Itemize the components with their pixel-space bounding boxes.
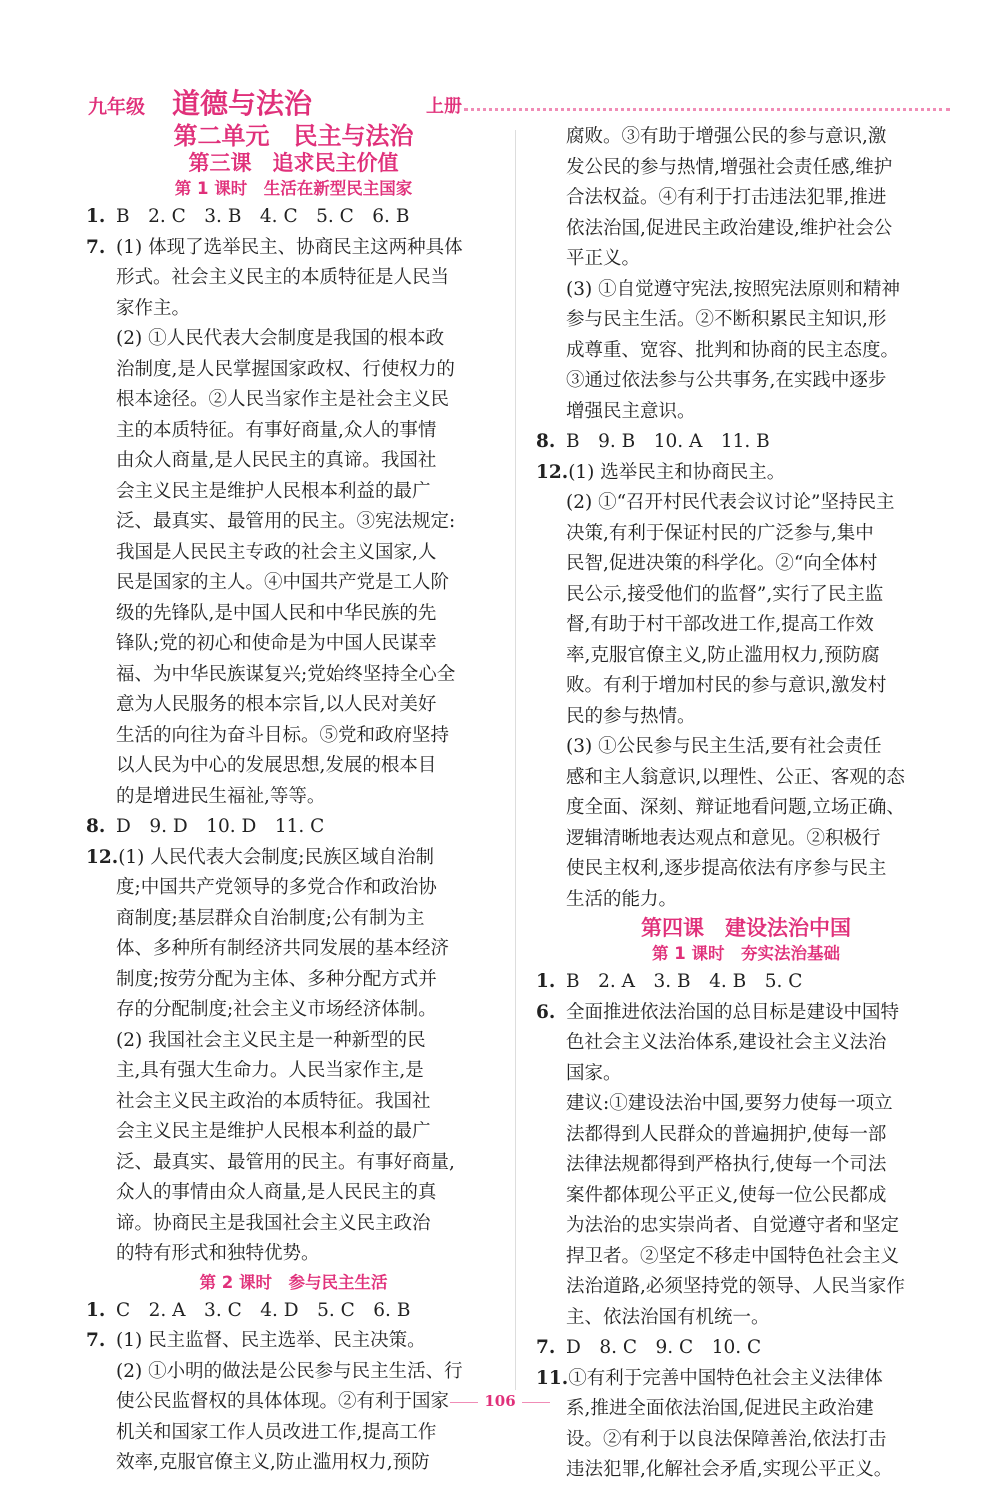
- question-number: 7.: [86, 236, 106, 258]
- answer-text: (3) ①自觉遵守宪法,按照宪法原则和精神: [566, 278, 900, 300]
- answer-line: [536, 967, 956, 998]
- answer-text: 发公民的参与热情,增强社会责任感,维护: [566, 156, 893, 178]
- answer-text: 根本途径。②人民当家作主是社会主义民: [116, 389, 450, 410]
- grade-label: 九年级: [88, 96, 146, 118]
- answer-text: 民是国家的主人。④中国共产党是工人阶: [116, 572, 450, 593]
- answer-text: 体、多种所有制经济共同发展的基本经济: [116, 938, 450, 959]
- section-title: 第 2 课时 参与民主生活: [199, 1272, 388, 1292]
- answer-text: (3) ①公民参与民主生活,要有社会责任: [566, 736, 882, 757]
- answer-text: 主、依法治国有机统一。: [566, 1306, 770, 1328]
- answer-text: 腐败。③有助于增强公民的参与意识,激: [566, 126, 887, 147]
- answer-text: 使公民监督权的具体体现。②有利于国家: [116, 1391, 450, 1412]
- answer-text: 率,克服官僚主义,防止滥用权力,预防腐: [566, 644, 880, 666]
- answer-text: 全面推进依法治国的总目标是建设中国特: [566, 1001, 900, 1023]
- section-title: 第 1 课时 生活在新型民主国家: [174, 179, 413, 198]
- answer-text: 参与民主生活。②不断积累民主知识,形: [566, 309, 887, 330]
- answer-text: 泛、最真实、最管用的民主。有事好商量,: [116, 1151, 455, 1173]
- answer-text: 法治道路,必须坚持党的领导、人民当家作: [566, 1276, 905, 1297]
- answer-text: 民公示,接受他们的监督”,实行了民主监: [566, 583, 884, 605]
- answer-text: B 2. A 3. B 4. B 5. C: [566, 971, 803, 992]
- question-number: 8.: [536, 431, 556, 452]
- answer-text: 的特有形式和独特优势。: [116, 1243, 320, 1264]
- answer-text: 商制度;基层群众自治制度;公有制为主: [116, 907, 425, 929]
- unit-title: 第二单元 民主与法治: [173, 122, 414, 150]
- volume-label: 上册: [426, 96, 462, 117]
- answer-text: 由众人商量,是人民民主的真谛。我国社: [116, 450, 437, 471]
- question-number: 12.: [536, 461, 569, 483]
- answer-text: 主,具有强大生命力。人民当家作主,是: [116, 1060, 424, 1081]
- question-number: 1.: [86, 1299, 106, 1321]
- answer-line: [536, 998, 956, 1029]
- answer-text: D 8. C 9. C 10. C: [566, 1337, 762, 1358]
- answer-text: 机关和国家工作人员改进工作,提高工作: [116, 1421, 437, 1443]
- answer-text: ①有利于完善中国特色社会主义法律体: [568, 1367, 883, 1389]
- page-header: [88, 82, 950, 118]
- answer-text: 为法治的忠实崇尚者、自觉遵守者和坚定: [566, 1215, 900, 1236]
- answer-text: 社会主义民主政治的本质特征。我国社: [116, 1090, 431, 1112]
- answer-text: ③通过依法参与公共事务,在实践中逐步: [566, 370, 887, 391]
- answer-line: [86, 233, 501, 264]
- answer-line: [536, 1364, 956, 1395]
- question-number: 7.: [536, 1337, 556, 1358]
- answer-text: 效率,克服官僚主义,防止滥用权力,预防: [116, 1452, 430, 1473]
- answer-text: 家作主。: [116, 297, 191, 319]
- answer-text: 锋队;党的初心和使命是为中国人民谋幸: [116, 633, 437, 654]
- answer-text: 感和主人翁意识,以理性、公正、客观的态: [566, 766, 905, 788]
- answer-text: (1) 体现了选举民主、协商民主这两种具体: [116, 236, 463, 258]
- question-number: 7.: [86, 1330, 106, 1351]
- answer-text: 违法犯罪,化解社会矛盾,实现公平正义。: [566, 1459, 893, 1480]
- answer-text: 法律法规都得到严格执行,使每一个司法: [566, 1154, 887, 1175]
- answer-text: 合法权益。④有利于打击违法犯罪,推进: [566, 187, 887, 208]
- answer-text: 设。②有利于以良法保障善治,依法打击: [566, 1428, 887, 1450]
- answer-text: 依法治国,促进民主政治建设,维护社会公: [566, 217, 893, 239]
- question-number: 11.: [536, 1367, 569, 1389]
- answer-text: 平正义。: [566, 248, 641, 269]
- header-rule: [464, 108, 950, 111]
- page-number: [440, 1392, 560, 1410]
- answer-text: (2) ①人民代表大会制度是我国的根本政: [116, 328, 445, 349]
- answer-line: [86, 812, 501, 843]
- answer-text: 成尊重、宽容、批判和协商的民主态度。: [566, 339, 900, 361]
- answer-text: 存的分配制度;社会主义市场经济体制。: [116, 999, 437, 1020]
- question-number: 1.: [86, 206, 106, 227]
- answer-text: 以人民为中心的发展思想,发展的根本目: [116, 755, 437, 776]
- answer-line: [86, 843, 501, 874]
- answer-text: (1) 选举民主和协商民主。: [568, 461, 786, 483]
- answer-text: (1) 人民代表大会制度;民族区域自治制: [118, 846, 435, 868]
- answer-text: 级的先锋队,是中国人民和中华民族的先: [116, 602, 437, 624]
- answer-text: 色社会主义法治体系,建设社会主义法治: [566, 1032, 887, 1053]
- answer-text: 系,推进全面依法治国,促进民主政治建: [566, 1398, 874, 1419]
- answer-text: 建议:①建设法治中国,要努力使每一项立: [566, 1093, 893, 1114]
- answer-line: [86, 1326, 501, 1357]
- answer-text: (2) ①“召开村民代表会议讨论”坚持民主: [566, 492, 895, 513]
- answer-line: [86, 1296, 501, 1327]
- question-number: 1.: [536, 971, 556, 992]
- subject-title: 道德与法治: [172, 87, 313, 120]
- lesson-title: 第四课 建设法治中国: [641, 916, 851, 940]
- answer-text: 民智,促进决策的科学化。②“向全体村: [566, 553, 878, 574]
- answer-text: 法都得到人民群众的普遍拥护,使每一部: [566, 1123, 887, 1145]
- column-divider: [515, 130, 516, 1390]
- answer-text: 谛。协商民主是我国社会主义民主政治: [116, 1212, 431, 1234]
- answer-text: 福、为中华民族谋复兴;党始终坚持全心全: [116, 663, 456, 685]
- answer-text: 生活的能力。: [566, 888, 678, 910]
- answer-text: 生活的向往为奋斗目标。⑤党和政府坚持: [116, 724, 450, 746]
- answer-text: 败。有利于增加村民的参与意识,激发村: [566, 675, 887, 696]
- section-title: 第 1 课时 夯实法治基础: [652, 944, 840, 963]
- answer-text: 案件都体现公平正义,使每一位公民都成: [566, 1184, 887, 1206]
- question-number: 12.: [86, 846, 119, 868]
- answer-text: 会主义民主是维护人民根本利益的最广: [116, 1121, 431, 1142]
- answer-text: 众人的事情由众人商量,是人民民主的真: [116, 1182, 437, 1203]
- answer-line: [536, 1333, 956, 1364]
- answer-text: B 9. B 10. A 11. B: [566, 431, 770, 452]
- answer-text: 逻辑清晰地表达观点和意见。②积极行: [566, 827, 881, 849]
- answer-text: 形式。社会主义民主的本质特征是人民当: [116, 267, 450, 288]
- answer-line: [536, 458, 956, 489]
- answer-text: 主的本质特征。有事好商量,众人的事情: [116, 419, 437, 441]
- answer-text: (1) 民主监督、民主选举、民主决策。: [116, 1330, 426, 1351]
- answer-text: (2) ①小明的做法是公民参与民主生活、行: [116, 1360, 463, 1382]
- answer-text: 民的参与热情。: [566, 705, 696, 727]
- answer-text: 度;中国共产党领导的多党合作和政治协: [116, 877, 437, 898]
- answer-text: 的是增进民生福祉,等等。: [116, 785, 326, 807]
- answer-text: D 9. D 10. D 11. C: [116, 816, 325, 837]
- answer-text: 度全面、深刻、辩证地看问题,立场正确、: [566, 797, 905, 818]
- answer-text: 会主义民主是维护人民根本利益的最广: [116, 480, 431, 502]
- page-number-text: 106: [484, 1392, 516, 1410]
- answer-text: 决策,有利于保证村民的广泛参与,集中: [566, 522, 874, 544]
- question-number: 6.: [536, 1001, 556, 1023]
- answer-text: 督,有助于村干部改进工作,提高工作效: [566, 614, 874, 635]
- answer-text: 制度;按劳分配为主体、多种分配方式并: [116, 968, 437, 990]
- answer-line: [536, 427, 956, 458]
- answer-text: 国家。: [566, 1062, 622, 1084]
- answer-text: 增强民主意识。: [566, 400, 696, 422]
- question-number: 8.: [86, 816, 106, 837]
- answer-line: [86, 202, 501, 233]
- left-column: [86, 122, 501, 1479]
- answer-text: 使民主权利,逐步提高依法有序参与民主: [566, 858, 887, 879]
- answer-text: 治制度,是人民掌握国家政权、行使权力的: [116, 358, 455, 380]
- answer-text: C 2. A 3. C 4. D 5. C 6. B: [116, 1299, 411, 1321]
- right-column: [536, 122, 956, 1486]
- answer-text: 泛、最真实、最管用的民主。③宪法规定:: [116, 511, 456, 532]
- answer-text: 我国是人民民主专政的社会主义国家,人: [116, 541, 437, 563]
- answer-text: B 2. C 3. B 4. C 5. C 6. B: [116, 206, 410, 227]
- lesson-title: 第三课 追求民主价值: [188, 151, 399, 175]
- answer-text: 意为人民服务的根本宗旨,以人民对美好: [116, 694, 437, 715]
- answer-text: (2) 我国社会主义民主是一种新型的民: [116, 1029, 426, 1051]
- answer-text: 捍卫者。②坚定不移走中国特色社会主义: [566, 1245, 900, 1267]
